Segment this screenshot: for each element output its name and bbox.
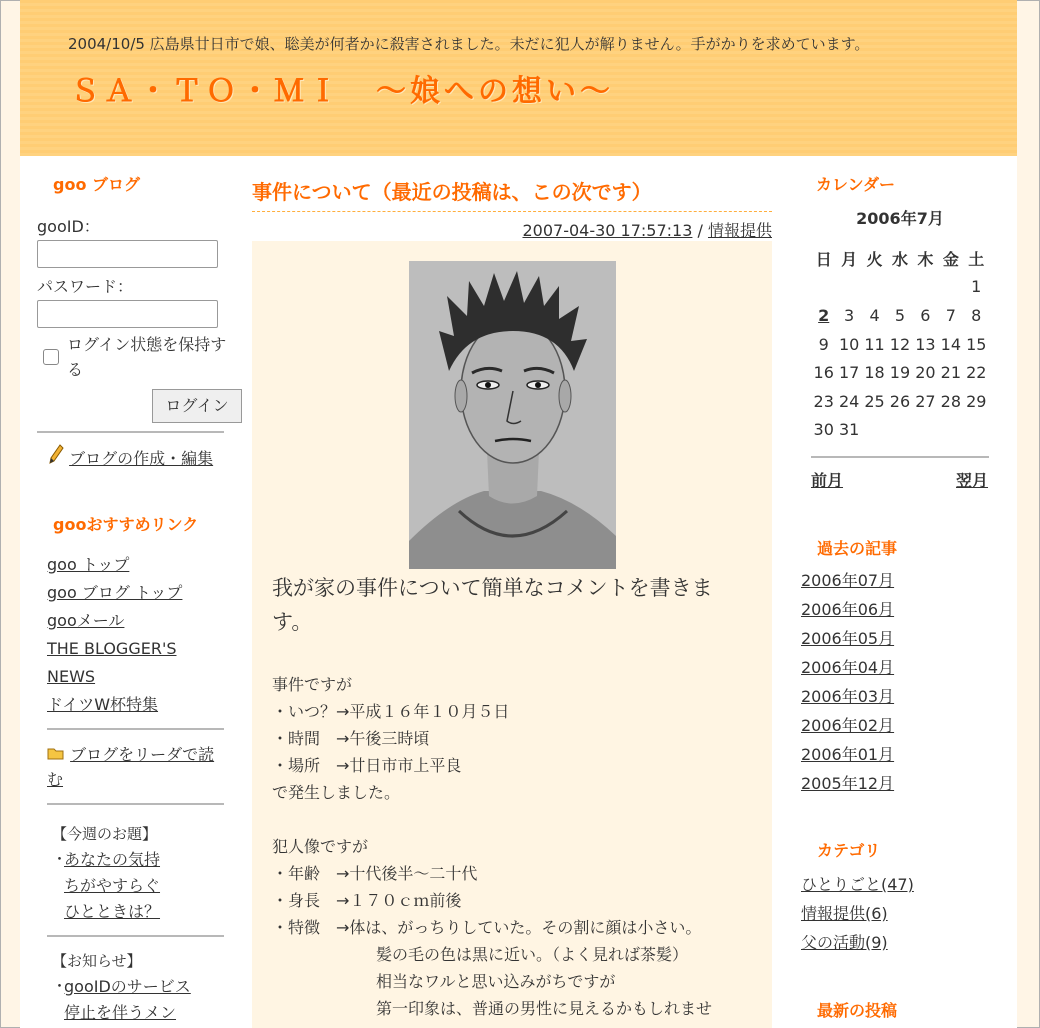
archive-list [801,568,894,800]
notice-link-line2[interactable]: 停止を伴うメン [64,1003,177,1022]
post-line: で発生しました。 [272,783,401,802]
odai-link-line2[interactable]: ちがやすらぐ [64,876,161,895]
bloggers-news-link-2[interactable]: NEWS [47,667,96,686]
calendar-day: 17 [838,363,860,383]
folder-icon [47,745,70,764]
goo-blog-top-link[interactable]: goo ブログ トップ [47,583,183,602]
odai-link-line3[interactable]: ひとときは？ [64,902,161,921]
post-text [272,671,762,1022]
calendar-day [913,416,938,445]
calendar-day: 3 [844,305,855,325]
calendar-month: 2006年7月 [856,209,944,228]
calendar-day [887,416,912,445]
calendar-day: 4 [869,305,880,325]
post-title[interactable]: 事件について（最近の投稿は、この次です） [252,180,652,204]
worldcup-link[interactable]: ドイツW杯特集 [47,695,159,714]
post-line: 犯人像ですが [272,837,369,856]
category-link[interactable]: 父の活動(9) [801,933,888,952]
calendar-day: 11 [864,334,885,354]
archive-link[interactable]: 2006年05月 [801,629,895,648]
post-line: ・年齢 →十代後半～二十代 [272,864,478,883]
weekday-header: 火 [866,249,883,269]
odai-link-line1[interactable]: あなたの気持 [64,850,161,869]
post-line: ・場所 →廿日市市上平良 [272,756,462,775]
post-line-indent: 第一印象は、普通の男性に見えるかもしれませ [376,999,713,1018]
calendar-day [862,416,887,445]
weekday-header: 土 [968,249,985,269]
keep-login-checkbox[interactable] [43,349,59,365]
meta-separator: / [692,221,708,240]
calendar-table [811,244,989,444]
keep-login-label [67,332,226,382]
calendar-day: 8 [971,305,982,325]
post-category-link[interactable]: 情報提供 [707,221,772,240]
archive-link[interactable]: 2005年12月 [801,774,895,793]
calendar-week [811,387,989,416]
goo-mail-link[interactable]: gooメール [47,611,125,630]
divider [47,935,224,937]
calendar-day: 26 [889,391,911,411]
category-list [801,872,914,959]
calendar-day [964,416,989,445]
bloggers-news-link[interactable]: THE BLOGGER'S [47,639,177,658]
categories-title: カテゴリ [817,841,881,860]
calendar-day: 21 [940,363,961,383]
prev-month-link[interactable]: 前月 [811,471,844,490]
notice-link-line1[interactable]: gooIDのサービス [64,977,191,996]
calendar-day: 24 [838,391,860,411]
gooid-input[interactable] [37,240,218,268]
odai-box [52,822,232,925]
calendar-day: 20 [915,363,936,383]
calendar-day: 13 [915,334,936,354]
calendar-day: 31 [838,420,860,440]
archive-link[interactable]: 2006年02月 [801,716,895,735]
recommend-links [47,551,182,719]
calendar-day: 14 [940,334,961,354]
weekday-header: 木 [917,249,934,269]
post-line: ・いつ？→平成１６年１０月５日 [272,702,510,721]
post-line [272,806,762,833]
post-line: ・時間 →午後三時頃 [272,729,430,748]
login-button[interactable]: ログイン [152,389,242,423]
calendar-day: 9 [818,334,829,354]
divider [47,803,224,805]
post-body [252,241,772,1028]
post-lead: 我が家の事件について簡単なコメントを書きます。 [272,576,713,634]
recommend-title: gooおすすめリンク [53,515,199,534]
create-blog-link[interactable]: ブログの作成・編集 [69,449,214,468]
calendar-day [887,273,912,302]
post-line: ・身長 →１７０ｃｍ前後 [272,891,462,910]
calendar-day: 19 [889,363,911,383]
calendar-day: 28 [940,391,961,411]
keep-login-label-line2: る [67,360,84,379]
category-link[interactable]: ひとりごと(47) [801,875,914,894]
goo-top-link[interactable]: goo トップ [47,555,130,574]
calendar-day [836,273,861,302]
calendar-day: 25 [864,391,885,411]
calendar-day: 18 [864,363,885,383]
calendar-title: カレンダー [816,175,895,194]
odai-bullet: ・ [52,850,68,868]
reader-link-2[interactable]: む [47,770,64,789]
divider [47,728,224,730]
weekday-header: 金 [942,249,959,269]
category-link[interactable]: 情報提供(6) [801,904,888,923]
calendar-day: 7 [945,305,956,325]
reader-row[interactable] [47,742,227,792]
calendar-day: 16 [813,363,834,383]
calendar-day [862,273,887,302]
post-line-indent: 相当なワルと思い込みがちですが [376,972,616,991]
weekday-header: 水 [891,249,908,269]
archives-title: 過去の記事 [817,539,898,558]
weekday-header: 月 [841,249,858,269]
create-blog-row[interactable] [49,444,213,469]
blog-title[interactable]: ＳＡ・ＴＯ・ＭＩ ～娘への想い～ [70,74,614,109]
page [20,0,1017,1028]
divider [37,431,224,433]
pencil-icon [49,449,69,468]
calendar-week [811,301,989,330]
notice-heading: 【お知らせ】 [52,952,142,970]
calendar-week [811,416,989,445]
calendar-day [811,273,836,302]
calendar-day: 10 [838,334,860,354]
archive-link[interactable]: 2006年06月 [801,600,895,619]
prev-month-row [811,468,843,491]
calendar-day [913,273,938,302]
password-label: パスワード： [37,277,134,296]
notice-box [52,949,232,1026]
calendar-day: 12 [889,334,911,354]
post-line: ・特徴 →体は、がっちりしていた。その割に顔は小さい。 [272,918,702,937]
login-section-title: goo ブログ [53,175,141,194]
calendar-day [938,273,963,302]
archive-link[interactable]: 2006年04月 [801,658,895,677]
latest-posts-title: 最新の投稿 [817,1001,898,1020]
calendar-day: 29 [966,391,987,411]
odai-heading: 【今週のお題】 [52,825,158,843]
next-month-row [956,468,988,491]
password-input[interactable] [37,300,218,328]
weekday-header: 日 [815,249,832,269]
blog-header [20,0,1017,156]
post-date-link[interactable]: 2007-04-30 17:57:13 [522,221,693,240]
calendar-day: 6 [920,305,931,325]
title-divider [252,211,772,212]
calendar-day-link[interactable]: 2 [818,305,830,325]
suspect-sketch-image [409,261,616,569]
notice-bullet: ・ [52,977,68,995]
archive-link[interactable]: 2006年03月 [801,687,895,706]
calendar-day: 22 [966,363,987,383]
calendar-day: 5 [894,305,906,325]
keep-login-label-line1: ログイン状態を保持す [67,335,227,354]
calendar-day: 27 [915,391,936,411]
post-line-indent: 髪の毛の色は黒に近い。（よく見れば茶髪） [376,945,689,964]
calendar-week [811,330,989,359]
post-line: 事件ですが [272,675,353,694]
divider [811,456,989,458]
post-meta [522,218,772,241]
calendar-day: 15 [966,334,987,354]
calendar-day: 1 [971,277,982,297]
calendar-day [938,416,963,445]
calendar-week [811,273,989,302]
gooid-label: gooID： [37,217,100,236]
reader-link[interactable]: ブログをリーダで読 [70,745,215,764]
archive-link[interactable]: 2006年01月 [801,745,895,764]
next-month-link[interactable]: 翌月 [956,471,989,490]
blog-description: 2004/10/5 広島県廿日市で娘、聡美が何者かに殺害されました。未だに犯人が解りません。手がかりを求めています。 [68,35,870,53]
calendar-day: 30 [813,420,834,440]
calendar-week [811,358,989,387]
calendar-day: 23 [813,391,834,411]
archive-link[interactable]: 2006年07月 [801,571,895,590]
